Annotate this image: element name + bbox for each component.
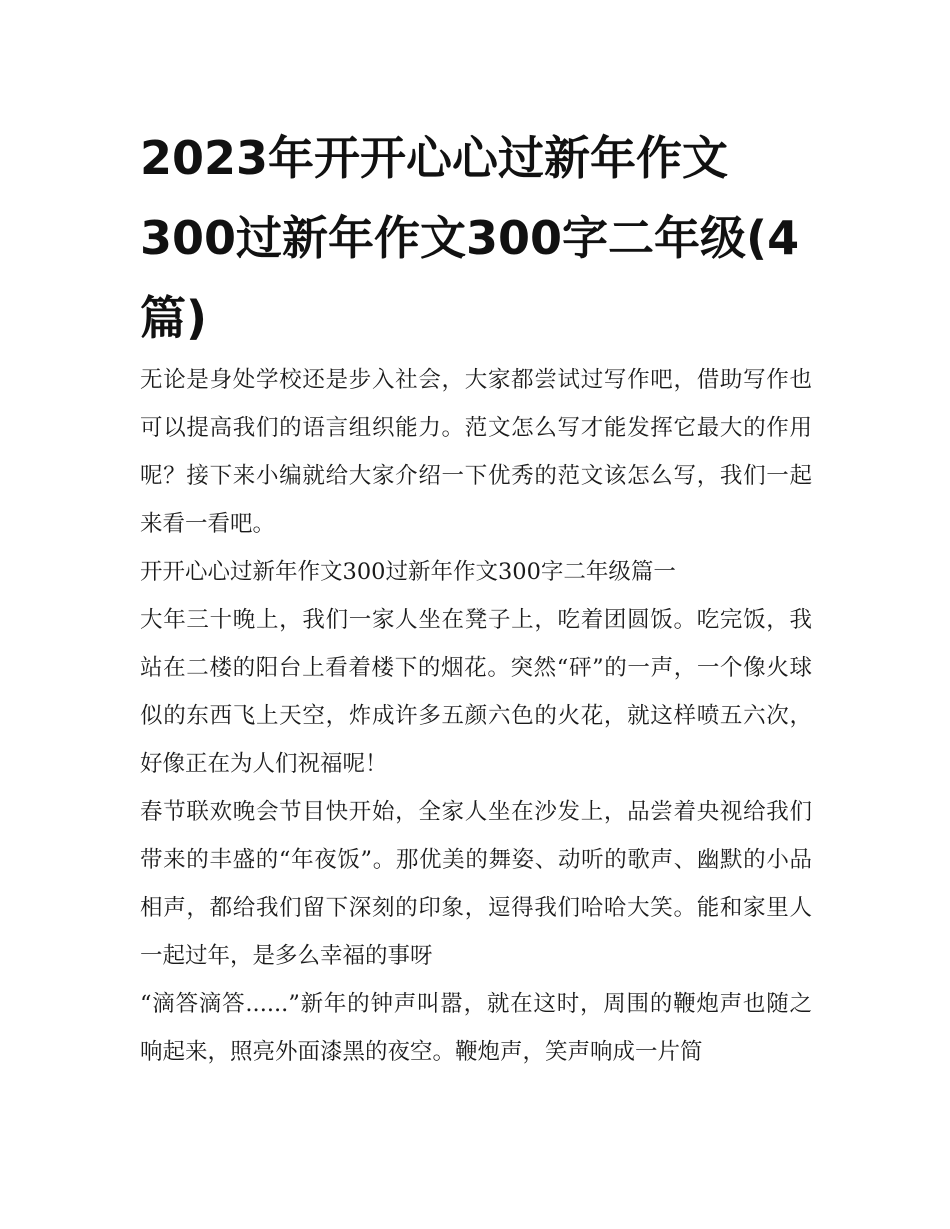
body-paragraph: 春节联欢晚会节目快开始，全家人坐在沙发上，品尝着央视给我们带来的丰盛的“年夜饭”。那优美的舞姿、动听的歌声、幽默的小品相声，都给我们留下深刻的印象，逗得我们哈哈大笑。能和家里人一起过年，是多么幸福的事呀: [140, 799, 812, 969]
intro-paragraph: 无论是身处学校还是步入社会，大家都尝试过写作吧，借助写作也可以提高我们的语言组织能力。范文怎么写才能发挥它最大的作用呢？接下来小编就给大家介绍一下优秀的范文该怎么写，我们一起来看一看吧。: [140, 367, 812, 537]
section-heading: 开开心心过新年作文300过新年作文300字二年级篇一: [140, 559, 676, 585]
body-paragraph: 大年三十晚上，我们一家人坐在凳子上，吃着团圆饭。吃完饭，我站在二楼的阳台上看着楼下的烟花。突然“砰”的一声，一个像火球似的东西飞上天空，炸成许多五颜六色的火花，就这样喷五六次，好像正在为人们祝福呢！: [140, 607, 812, 777]
document-title: 2023年开开心心过新年作文300过新年作文300字二年级(4篇): [140, 131, 800, 345]
body-paragraph: “滴答滴答......”新年的钟声叫嚣，就在这时，周围的鞭炮声也随之响起来，照亮外面漆黑的夜空。鞭炮声，笑声响成一片简: [140, 991, 812, 1065]
document-body: [140, 356, 812, 1076]
